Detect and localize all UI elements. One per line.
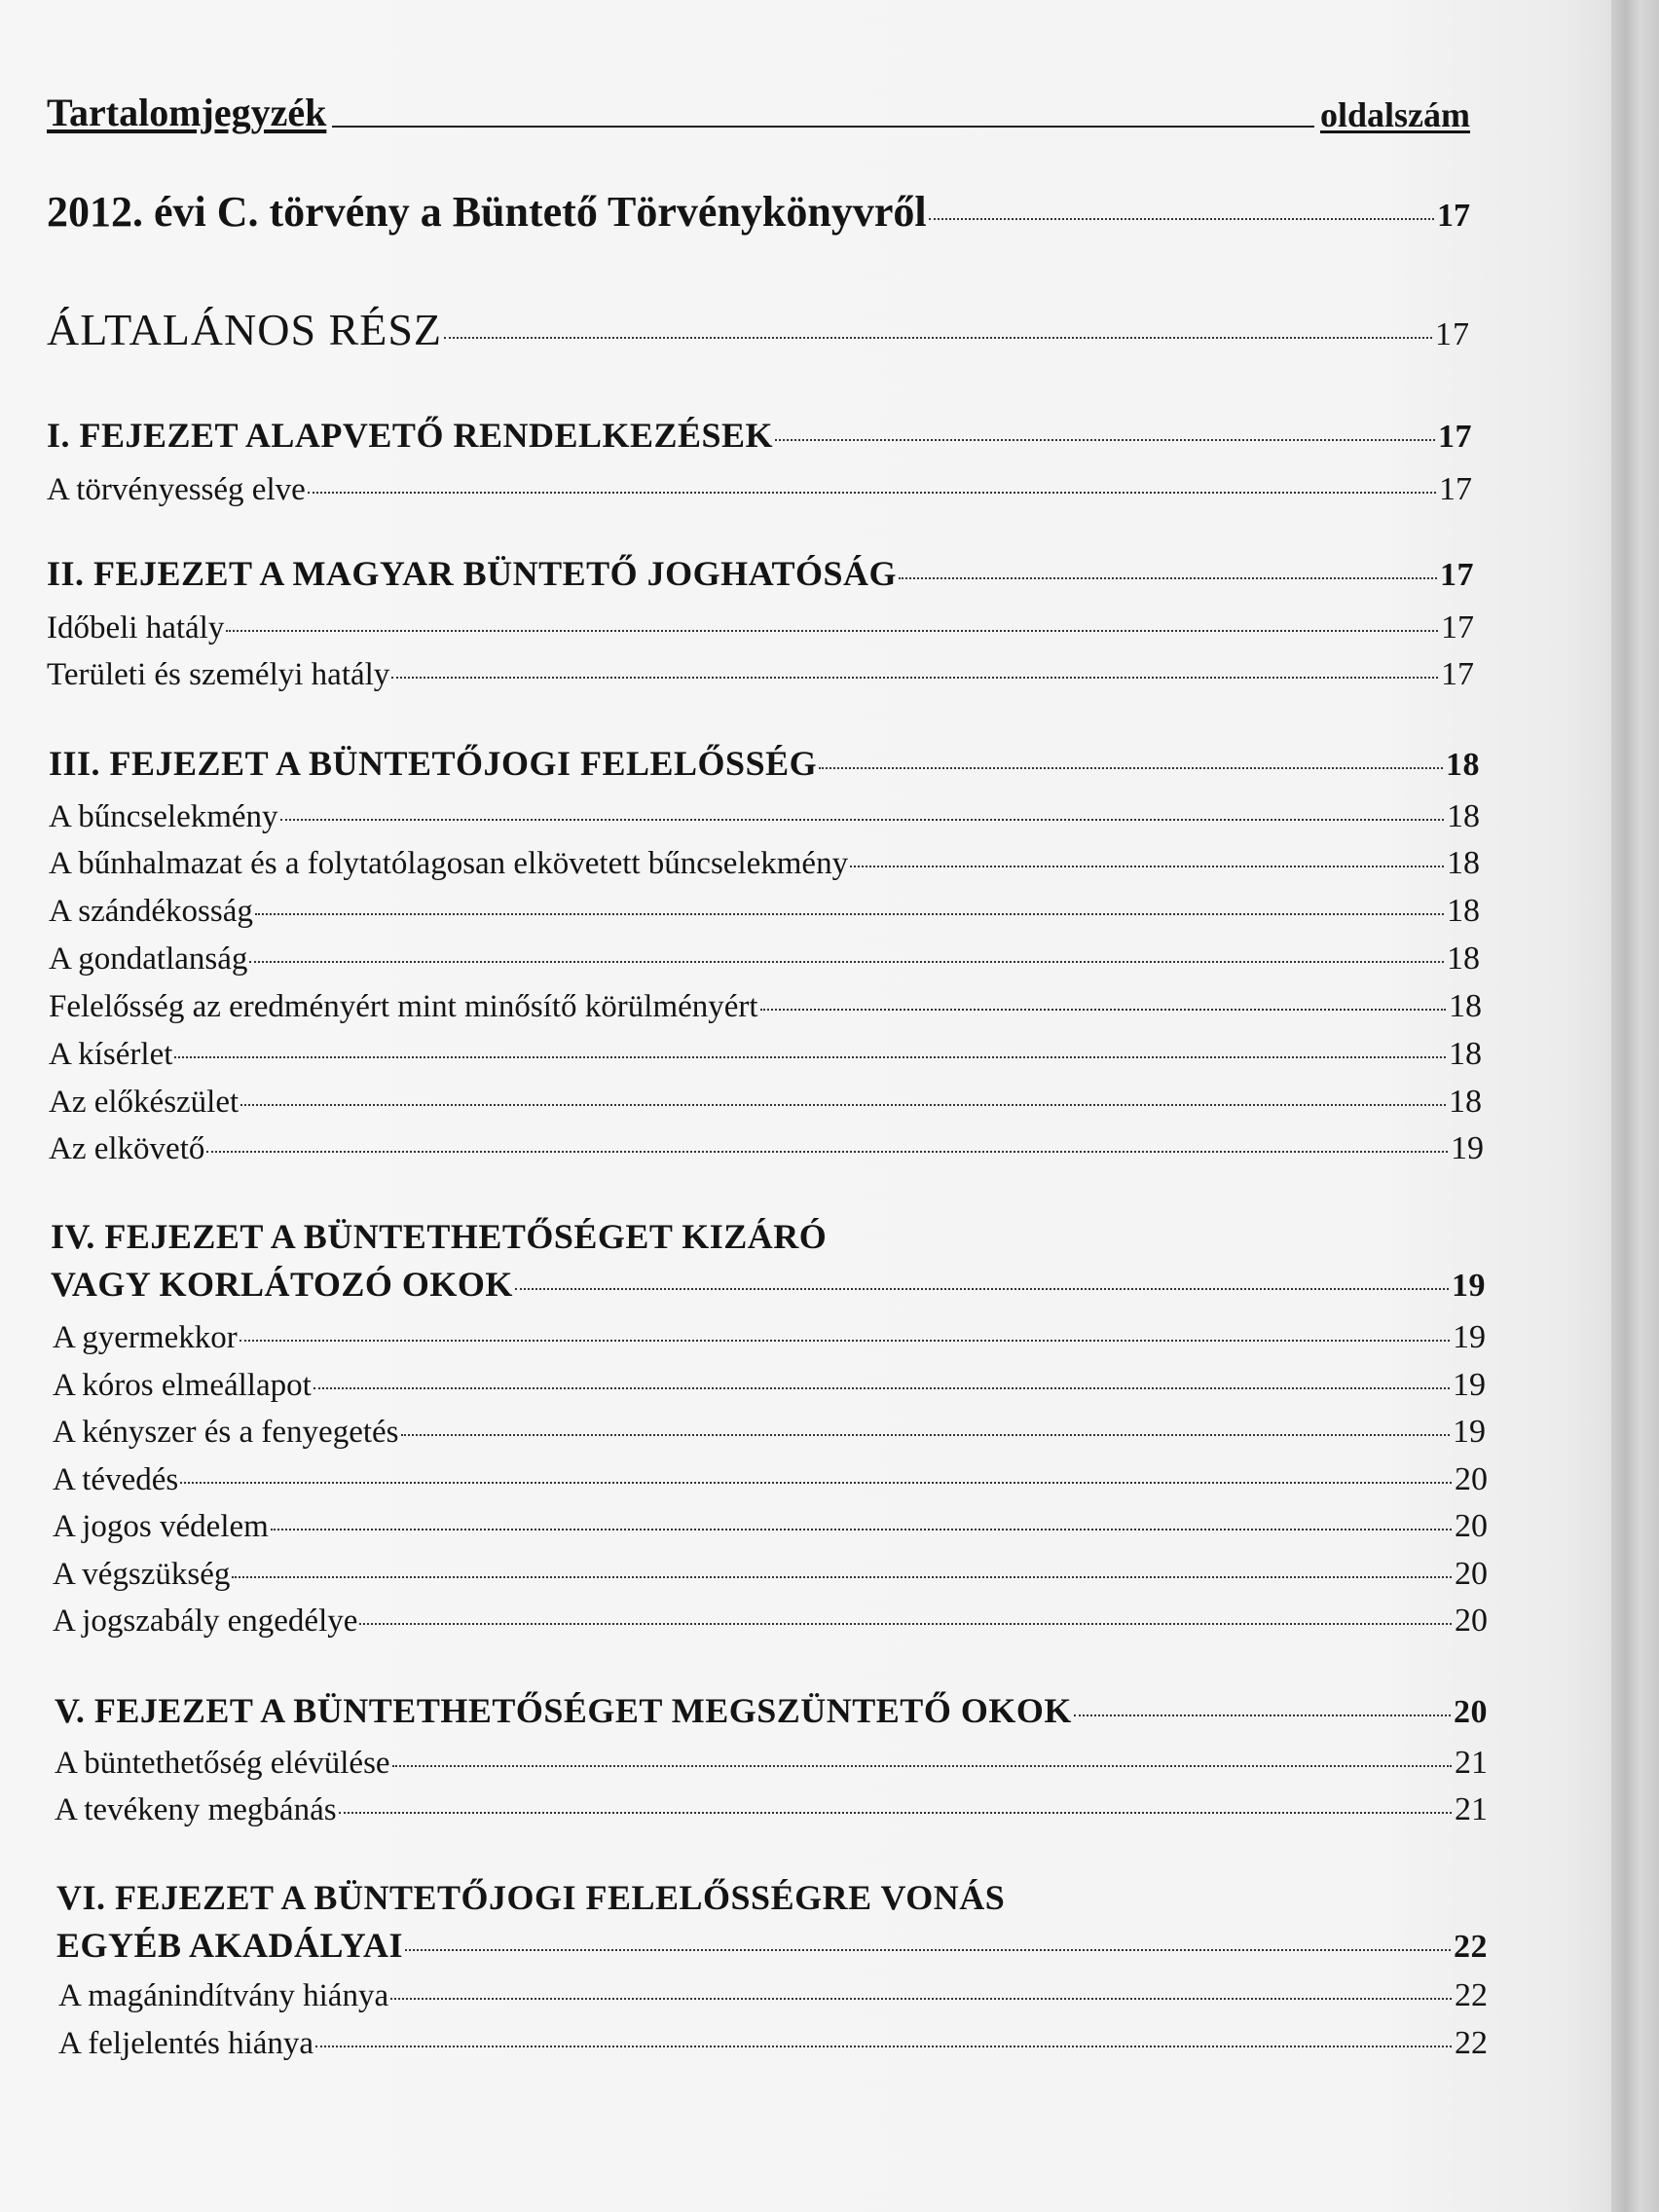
entry-page-number: 18 — [1446, 747, 1480, 783]
entry-page-number: 18 — [1447, 893, 1480, 929]
entry-label: A bűncselekmény — [49, 799, 278, 834]
entry-page-number: 19 — [1451, 1130, 1484, 1166]
chapter-heading — [51, 1264, 1486, 1305]
dot-leader — [390, 1998, 1452, 2000]
toc-item — [53, 1367, 1486, 1404]
dot-leader — [255, 913, 1444, 915]
entry-page-number: 17 — [1439, 471, 1472, 507]
toc-item — [49, 1036, 1482, 1073]
entry-page-number: 21 — [1455, 1745, 1488, 1781]
dot-leader — [226, 630, 1438, 632]
entry-label: V. FEJEZET A BÜNTETHETŐSÉGET MEGSZÜNTETŐ OKOK — [55, 1691, 1072, 1730]
entry-label: A bűnhalmazat és a folytatólagosan elkövetett bűncselekmény — [49, 846, 849, 881]
entry-label: EGYÉB AKADÁLYAI — [56, 1926, 403, 1965]
toc-item — [53, 1603, 1488, 1640]
dot-leader — [929, 218, 1434, 220]
toc-item — [47, 656, 1474, 693]
dot-leader — [271, 1529, 1452, 1530]
toc-item — [58, 2025, 1488, 2062]
toc-item — [55, 1745, 1488, 1782]
dot-leader — [206, 1151, 1448, 1153]
page-number-heading: oldalszám — [1319, 95, 1470, 134]
entry-label: Az előkészület — [49, 1085, 240, 1120]
dot-leader — [775, 439, 1435, 441]
dot-leader — [240, 1340, 1450, 1342]
entry-label: Felelősség az eredményért mint minősítő körülményért — [49, 989, 758, 1024]
entry-label: A feljelentés hiánya — [58, 2026, 314, 2061]
toc-item — [47, 609, 1474, 646]
chapter-heading — [49, 743, 1480, 784]
entry-label: Területi és személyi hatály — [47, 657, 390, 692]
entry-page-number: 20 — [1455, 1508, 1488, 1544]
dot-leader — [515, 1288, 1449, 1290]
entry-label: A gyermekkor — [53, 1320, 238, 1355]
part-heading-entry — [47, 304, 1470, 355]
entry-label: II. FEJEZET A MAGYAR BÜNTETŐ JOGHATÓSÁG — [47, 554, 898, 593]
dot-leader — [313, 1387, 1450, 1389]
toc-item — [53, 1414, 1486, 1451]
toc-title: Tartalomjegyzék — [47, 91, 327, 134]
toc-item — [55, 1791, 1488, 1828]
entry-page-number: 21 — [1455, 1791, 1488, 1827]
toc-item — [49, 940, 1480, 977]
toc-item — [49, 1084, 1482, 1121]
entry-page-number: 20 — [1454, 1694, 1488, 1730]
toc-item — [49, 988, 1482, 1025]
entry-label: A jogos védelem — [53, 1509, 269, 1544]
entry-label: A tevékeny megbánás — [55, 1792, 337, 1827]
dot-leader — [392, 1765, 1452, 1767]
entry-page-number: 20 — [1455, 1603, 1488, 1639]
law-title-entry — [47, 187, 1470, 237]
entry-page-number: 18 — [1447, 845, 1480, 881]
entry-page-number: 18 — [1449, 1036, 1482, 1072]
dot-leader — [232, 1576, 1452, 1578]
entry-label: III. FEJEZET A BÜNTETŐJOGI FELELŐSSÉG — [49, 744, 818, 783]
chapter-heading — [55, 1690, 1488, 1731]
dot-leader — [401, 1434, 1450, 1436]
entry-page-number: 20 — [1455, 1556, 1488, 1592]
dot-leader — [240, 1104, 1446, 1106]
entry-page-number: 17 — [1441, 656, 1474, 692]
chapter-heading — [47, 553, 1474, 594]
entry-page-number: 22 — [1455, 2025, 1488, 2061]
dot-leader — [391, 677, 1438, 679]
toc-item — [53, 1508, 1488, 1545]
chapter-heading-line1: IV. FEJEZET A BÜNTETHETŐSÉGET KIZÁRÓ — [51, 1217, 828, 1256]
entry-label: A kényszer és a fenyegetés — [53, 1415, 399, 1450]
entry-page-number: 17 — [1437, 198, 1470, 234]
dot-leader — [174, 1056, 1446, 1058]
toc-item — [53, 1319, 1486, 1356]
entry-page-number: 19 — [1452, 1268, 1486, 1304]
dot-leader — [180, 1482, 1452, 1484]
dot-leader — [850, 866, 1444, 867]
toc-item — [49, 893, 1480, 930]
page-edge-shadow — [1611, 0, 1659, 2212]
entry-label: A büntethetőség elévülése — [55, 1746, 390, 1781]
dot-leader — [339, 1812, 1452, 1814]
toc-item — [58, 1977, 1488, 2014]
entry-page-number: 17 — [1441, 609, 1474, 645]
entry-page-number: 17 — [1440, 557, 1474, 593]
entry-page-number: 20 — [1455, 1461, 1488, 1497]
entry-label: A magánindítvány hiánya — [58, 1978, 389, 2013]
entry-label: Időbeli hatály — [47, 610, 225, 645]
entry-page-number: 18 — [1447, 798, 1480, 834]
entry-page-number: 18 — [1447, 940, 1480, 977]
dot-leader — [405, 1949, 1451, 1951]
entry-label: A végszükség — [53, 1557, 231, 1592]
toc-item — [49, 798, 1480, 835]
entry-page-number: 17 — [1438, 419, 1472, 455]
dot-leader — [249, 961, 1444, 963]
toc-item — [49, 845, 1480, 882]
entry-label: A kóros elmeállapot — [53, 1368, 312, 1403]
entry-label: A tévedés — [53, 1462, 179, 1497]
chapter-heading-line1: VI. FEJEZET A BÜNTETŐJOGI FELELŐSSÉGRE VONÁS — [56, 1878, 1006, 1917]
toc-item — [47, 471, 1472, 508]
toc-item — [49, 1130, 1484, 1167]
dot-leader — [899, 577, 1437, 579]
dot-leader — [444, 337, 1432, 339]
chapter-heading — [56, 1925, 1488, 1966]
entry-page-number: 22 — [1454, 1929, 1488, 1965]
dot-leader — [760, 1009, 1446, 1011]
entry-label: A gondatlanság — [49, 941, 248, 977]
entry-label: 2012. évi C. törvény a Büntető Törvénykönyvről — [47, 188, 927, 236]
entry-page-number: 18 — [1449, 1084, 1482, 1120]
entry-page-number: 19 — [1453, 1319, 1486, 1355]
dot-leader — [280, 819, 1444, 821]
entry-label: A szándékosság — [49, 894, 253, 929]
entry-label: VAGY KORLÁTOZÓ OKOK — [51, 1265, 513, 1304]
toc-item — [53, 1556, 1488, 1593]
entry-label: A kísérlet — [49, 1037, 173, 1072]
entry-page-number: 19 — [1453, 1367, 1486, 1403]
entry-page-number: 17 — [1435, 316, 1470, 352]
toc-item — [53, 1461, 1488, 1498]
dot-leader — [359, 1623, 1452, 1625]
entry-page-number: 18 — [1449, 988, 1482, 1024]
dot-leader — [308, 492, 1436, 494]
chapter-heading — [47, 415, 1472, 456]
dot-leader — [315, 2046, 1452, 2047]
toc-header — [47, 90, 1470, 135]
entry-label: I. FEJEZET ALAPVETŐ RENDELKEZÉSEK — [47, 416, 774, 455]
entry-label: Az elkövető — [49, 1131, 205, 1166]
dot-leader — [1074, 1714, 1451, 1716]
header-rule — [332, 126, 1314, 128]
dot-leader — [819, 767, 1443, 769]
entry-page-number: 22 — [1455, 1977, 1488, 2013]
entry-page-number: 19 — [1453, 1414, 1486, 1450]
entry-label: ÁLTALÁNOS RÉSZ — [47, 305, 443, 354]
entry-label: A törvényesség elve — [47, 472, 306, 507]
entry-label: A jogszabály engedélye — [53, 1604, 358, 1639]
